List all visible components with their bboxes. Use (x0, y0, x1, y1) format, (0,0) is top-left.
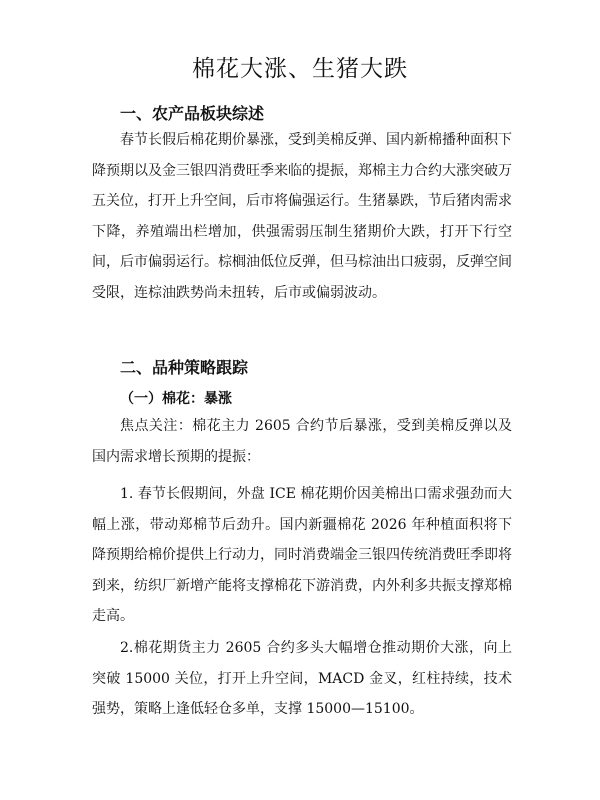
focus-paragraph: 焦点关注：棉花主力 2605 合约节后暴涨，受到美棉反弹以及国内需求增长预期的提振： (92, 418, 512, 465)
overview-paragraph: 春节长假后棉花期价暴涨，受到美棉反弹、国内新棉播种面积下降预期以及金三银四消费旺季来临的提振，郑棉主力合约大涨突破万五关位，打开上升空间，后市将偏强运行。生猪暴跌，节后猪肉需求下降，养殖端出栏增加，供强需弱压制生猪期价大跌，打开下行空间，后市偏弱运行。棕榈油低位反弹，但马棕油出口疲弱，反弹空间受限，连棕油跌势尚未扭转，后市或偏弱波动。 (92, 132, 512, 301)
document-title: 棉花大涨、生猪大跌 (192, 56, 408, 82)
subsection-heading-cotton: （一）棉花：暴涨 (120, 391, 232, 407)
cotton-point-1: 1. 春节长假期间，外盘 ICE 棉花期价因美棉出口需求强劲而大幅上涨，带动郑棉节后劲升。国内新疆棉花 2026 年种植面积将下降预期给棉价提供上行动力，同时消费端金三银四传统消费旺季即将到来，纺织厂新增产能将支撑棉花下游消费，内外利多共振支撑郑棉走高。 (92, 486, 512, 624)
section-heading-strategy: 二、品种策略跟踪 (120, 358, 249, 377)
section-heading-overview: 一、农产品板块综述 (120, 104, 265, 123)
cotton-point-2: 2.棉花期货主力 2605 合约多头大幅增仓推动期价大涨，向上突破 15000 关位，打开上升空间，MACD 金叉，红柱持续，技术强势，策略上逢低轻仓多单，支撑 15000—15100。 (92, 640, 512, 717)
